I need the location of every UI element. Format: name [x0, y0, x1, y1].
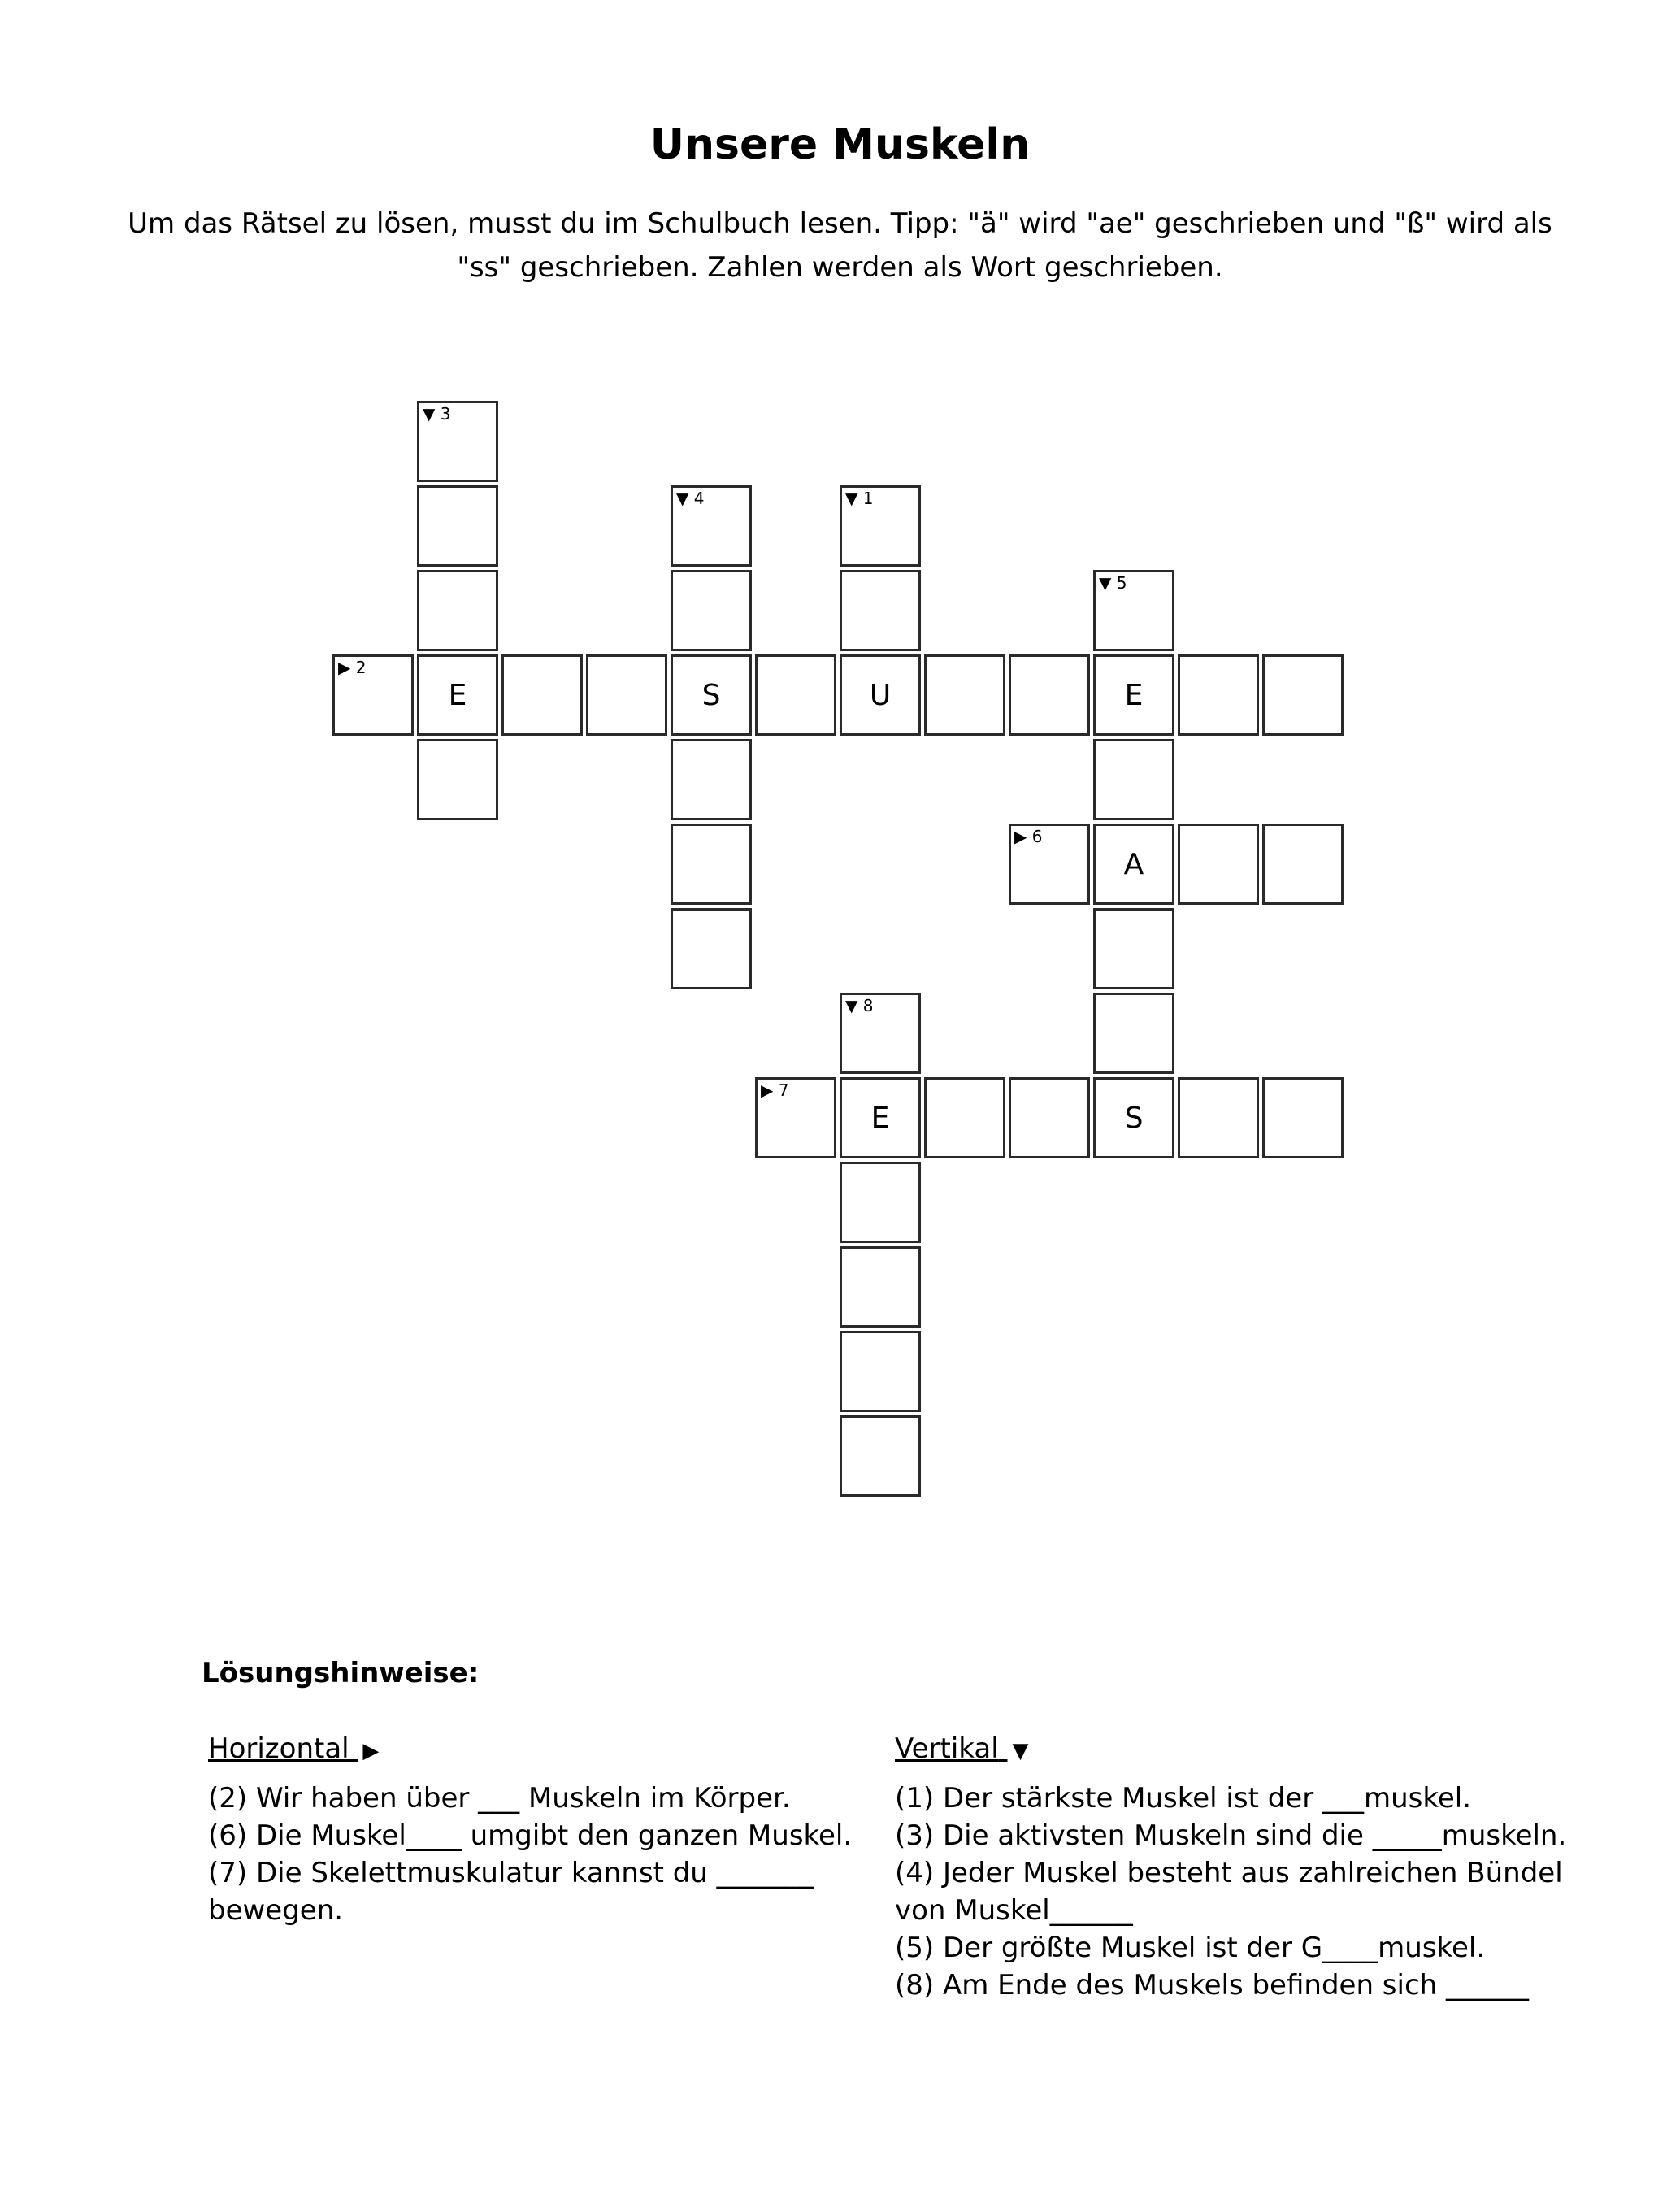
clue-number-6: ▶ 6: [1014, 827, 1043, 846]
grid-cell[interactable]: [417, 401, 498, 482]
clue-down-3: (3) Die aktivsten Muskeln sind die _____muskeln.: [895, 1819, 1567, 1852]
grid-cell[interactable]: [1178, 654, 1259, 736]
clue-across-2: (2) Wir haben über ___ Muskeln im Körper.: [208, 1782, 791, 1815]
given-letter: S: [701, 678, 721, 712]
grid-cell[interactable]: [671, 739, 752, 820]
vertical-label: Vertikal: [895, 1732, 999, 1765]
down-triangle-icon: ▼: [1012, 1739, 1029, 1763]
given-letter: S: [1124, 1101, 1144, 1135]
page-title: Unsere Muskeln: [649, 120, 1031, 169]
grid-cell[interactable]: [1178, 824, 1259, 905]
grid-cell[interactable]: [840, 1162, 921, 1243]
grid-cell[interactable]: [755, 1077, 836, 1158]
clue-down-5: (5) Der größte Muskel ist der G____muskel.: [895, 1932, 1486, 1964]
given-letter: E: [870, 1101, 890, 1135]
grid-cell[interactable]: [840, 1415, 921, 1497]
given-letter: E: [1124, 678, 1144, 712]
grid-cell[interactable]: [1178, 1077, 1259, 1158]
grid-cell[interactable]: [1093, 1077, 1174, 1158]
grid-cell[interactable]: [417, 739, 498, 820]
clue-across-6: (6) Die Muskel____ umgibt den ganzen Muskel.: [208, 1819, 853, 1852]
grid-cell[interactable]: [924, 654, 1005, 736]
grid-cell[interactable]: [671, 824, 752, 905]
grid-cell[interactable]: [840, 654, 921, 736]
grid-cell[interactable]: [840, 1331, 921, 1412]
grid-cell[interactable]: [1093, 570, 1174, 651]
vertical-heading: [895, 1730, 1594, 1770]
clue-down-1: (1) Der stärkste Muskel ist der ___muskel.: [895, 1782, 1472, 1815]
grid-cell[interactable]: [840, 1246, 921, 1328]
grid-cell[interactable]: [840, 993, 921, 1074]
grid-cell[interactable]: [1009, 654, 1090, 736]
clue-down-8: (8) Am Ende des Muskels befinden sich ______: [895, 1969, 1530, 2002]
given-letter: E: [448, 678, 467, 712]
grid-cell[interactable]: [1262, 1077, 1344, 1158]
clue-number-7: ▶ 7: [761, 1080, 789, 1100]
grid-cell[interactable]: [1009, 1077, 1090, 1158]
grid-cell[interactable]: [924, 1077, 1005, 1158]
clue-number-1: ▼ 1: [845, 489, 874, 508]
grid-cell[interactable]: [1093, 739, 1174, 820]
grid-cell[interactable]: [417, 485, 498, 567]
grid-cell[interactable]: [840, 570, 921, 651]
clue-number-5: ▼ 5: [1099, 573, 1127, 593]
clue-number-2: ▶ 2: [338, 658, 367, 677]
clue-number-3: ▼ 3: [423, 404, 451, 424]
grid-cell[interactable]: [1262, 824, 1344, 905]
grid-cell[interactable]: [1262, 654, 1344, 736]
vertical-clues: [895, 1730, 1594, 2004]
grid-cell[interactable]: [840, 1077, 921, 1158]
grid-cell[interactable]: [332, 654, 414, 736]
grid-cell[interactable]: [671, 654, 752, 736]
grid-cell[interactable]: [586, 654, 667, 736]
grid-cell[interactable]: [417, 570, 498, 651]
grid-cell[interactable]: [501, 654, 583, 736]
grid-cell[interactable]: [1093, 908, 1174, 989]
instructions: Um das Rätsel zu lösen, musst du im Schulbuch lesen. Tipp: "ä" wird "ae" geschrieben und "ß" wird als "ss" geschrieben. Zahlen werden als Wort geschrieben.: [128, 207, 1552, 284]
given-letter: A: [1123, 847, 1144, 881]
clue-across-7: (7) Die Skelettmuskulatur kannst du _______ bewegen.: [208, 1857, 814, 1927]
grid-cell[interactable]: [671, 570, 752, 651]
horizontal-label: Horizontal: [208, 1732, 349, 1765]
grid-cell[interactable]: [1009, 824, 1090, 905]
horizontal-heading: [208, 1730, 858, 1770]
hints-title: Lösungshinweise:: [202, 1657, 480, 1689]
grid-cell[interactable]: [1093, 993, 1174, 1074]
grid-cell[interactable]: [1093, 824, 1174, 905]
grid-cell[interactable]: [840, 485, 921, 567]
grid-cell[interactable]: [755, 654, 836, 736]
clue-number-4: ▼ 4: [676, 489, 705, 508]
grid-cell[interactable]: [671, 908, 752, 989]
horizontal-clues: [208, 1730, 858, 1929]
clue-number-8: ▼ 8: [845, 996, 874, 1015]
grid-cell[interactable]: [417, 654, 498, 736]
given-letter: U: [869, 678, 892, 712]
clue-down-4: (4) Jeder Muskel besteht aus zahlreichen Bündel von Muskel______: [895, 1857, 1563, 1927]
grid-cell[interactable]: [1093, 654, 1174, 736]
play-arrow-icon: ▶: [362, 1739, 380, 1763]
grid-cell[interactable]: [671, 485, 752, 567]
